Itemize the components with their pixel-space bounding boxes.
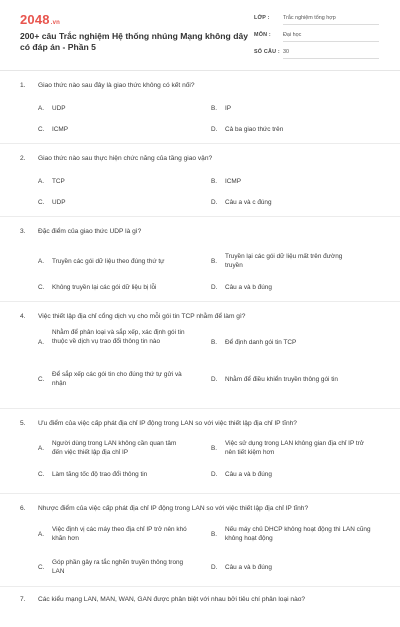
meta-key: MÔN :: [254, 32, 271, 38]
question-item: 1. Giao thức nào sau đây là giao thức không có kết nối? A. UDP B. IP C. ICMP D. Cả ba giao thức trên: [0, 71, 400, 144]
question-item: 3. Đặc điểm của giao thức UDP là gì? A. Truyền các gói dữ liệu theo đúng thứ tự B. Truyền lại các gói dữ liệu mất trên đường truyền C. Không truyền lại các gói dữ liệu bị lỗi D. Câu a và b đúng: [0, 217, 400, 302]
question-item: [0, 587, 400, 627]
meta-value: Trắc nghiệm tổng hợp: [283, 15, 379, 25]
question-text: 2. Giao thức nào sau thực hiện chức năng của tầng giao vận?: [20, 155, 213, 162]
question-item: 5. Ưu điểm của việc cấp phát địa chỉ IP động trong LAN so với việc thiết lập địa chỉ IP tĩnh? A. Người dùng trong LAN không cần quan tâm đến việc thiết lập địa chỉ IP B. Việc sử dụng trong LAN không gian địa chỉ IP trở nên tiết kiệm hơn C. Làm tăng tốc độ trao đổi thông tin D. Câu a và b đúng: [0, 409, 400, 494]
document-meta: [254, 13, 384, 64]
meta-key: SỐ CÂU :: [254, 49, 280, 55]
question-item: 2. Giao thức nào sau thực hiện chức năng của tầng giao vận? A. TCP B. ICMP C. UDP D. Câu a và c đúng: [0, 144, 400, 217]
meta-row-subject: [254, 30, 384, 47]
meta-row-class: [254, 13, 384, 30]
site-logo[interactable]: 2048.vn: [20, 12, 61, 27]
question-item: 4. Việc thiết lập địa chỉ cổng dịch vụ cho mỗi gói tin TCP nhằm để làm gì? A. Nhằm để phân loại và sắp xếp, xác định gói tin thuộc về dịch vụ trao đổi thông tin nào B. Để định danh gói tin TCP C. Để sắp xếp các gói tin cho đúng thứ tự gửi và nhận D. Nhằm để điều khiển truyền thông gói tin: [0, 302, 400, 409]
question-text: 3. Đặc điểm của giao thức UDP là gì?: [20, 228, 142, 235]
meta-key: LỚP :: [254, 15, 270, 21]
question-text: 5. Ưu điểm của việc cấp phát địa chỉ IP động trong LAN so với việc thiết lập địa chỉ IP tĩnh?: [20, 420, 297, 427]
question-text: 7. Các kiểu mạng LAN, MAN, WAN, GAN được phân biệt với nhau bởi tiêu chí phân loại nào?: [20, 596, 306, 603]
document-title: 200+ câu Trắc nghiệm Hệ thống nhúng Mạng không dây có đáp án - Phần 5: [20, 31, 249, 52]
meta-value: 30: [283, 49, 379, 59]
question-item: 6. Nhược điểm của việc cấp phát địa chỉ IP động trong LAN so với việc thiết lập địa chỉ IP tĩnh? A. Việc định vị các máy theo địa chỉ IP trở nên khó khăn hơn B. Nếu máy chủ DHCP không hoạt động thì LAN cũng không hoạt động C. Góp phần gây ra tắc nghẽn truyền thông trong LAN D. Câu a và b đúng: [0, 494, 400, 587]
meta-value: Đại học: [283, 32, 379, 42]
question-text: 6. Nhược điểm của việc cấp phát địa chỉ IP động trong LAN so với việc thiết lập địa chỉ IP tĩnh?: [20, 505, 309, 512]
question-list: [0, 71, 400, 627]
question-text: 1. Giao thức nào sau đây là giao thức không có kết nối?: [20, 82, 195, 89]
meta-row-count: [254, 47, 384, 64]
document-header: [0, 0, 400, 72]
question-text: 4. Việc thiết lập địa chỉ cổng dịch vụ cho mỗi gói tin TCP nhằm để làm gì?: [20, 313, 246, 320]
